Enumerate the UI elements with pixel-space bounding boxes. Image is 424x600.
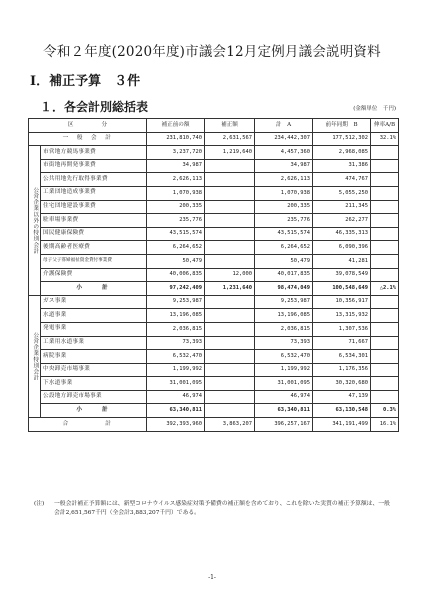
cell-before: 6,532,470 — [147, 350, 205, 364]
cell-before: 1,070,938 — [147, 186, 205, 200]
account-name: 工業用水道事業 — [41, 336, 147, 350]
account-name: 母子父子寡婦福祉資金貸付事業費 — [41, 254, 147, 268]
table-row — [29, 200, 399, 214]
cell-total: 2,626,113 — [255, 173, 313, 187]
cell-ratio: 32.1% — [371, 132, 399, 146]
cell-total: 1,199,992 — [255, 363, 313, 377]
cell-prev: 71,667 — [313, 336, 371, 350]
cell-ratio — [371, 200, 399, 214]
cell-prev: 6,090,396 — [313, 241, 371, 255]
cell-ratio — [371, 350, 399, 364]
cell-total: 31,001,095 — [255, 377, 313, 391]
cell-prev: 47,139 — [313, 390, 371, 404]
cell-ratio — [371, 309, 399, 323]
cell-ratio — [371, 173, 399, 187]
table-row — [29, 336, 399, 350]
account-name: ガス事業 — [41, 295, 147, 309]
cell-total: 200,335 — [255, 200, 313, 214]
account-name: 市営地方競馬事業費 — [41, 146, 147, 160]
header-total: 計 A — [255, 119, 313, 133]
cell-amount — [205, 336, 255, 350]
cell-prev: 39,078,549 — [313, 268, 371, 282]
footnote — [34, 500, 394, 518]
cell-prev: 6,534,301 — [313, 350, 371, 364]
cell-amount — [205, 390, 255, 404]
cell-prev: 177,512,302 — [313, 132, 371, 146]
cell-total: 9,253,987 — [255, 295, 313, 309]
cell-amount — [205, 200, 255, 214]
cell-total: 46,974 — [255, 390, 313, 404]
grand-total-label: 合 計 — [29, 418, 147, 432]
table-row — [29, 227, 399, 241]
footnote-mark: (注) — [34, 501, 45, 507]
cell-prev: 341,191,499 — [313, 418, 371, 432]
cell-before: 235,776 — [147, 214, 205, 228]
cell-total: 2,036,815 — [255, 322, 313, 336]
table-row — [29, 173, 399, 187]
cell-prev: 100,548,649 — [313, 282, 371, 296]
cell-amount: 1,219,640 — [205, 146, 255, 160]
cell-amount — [205, 309, 255, 323]
table-row — [29, 159, 399, 173]
cell-before: 40,006,835 — [147, 268, 205, 282]
table-row — [29, 377, 399, 391]
cell-amount — [205, 254, 255, 268]
cell-before: 2,626,113 — [147, 173, 205, 187]
cell-before: 13,196,085 — [147, 309, 205, 323]
cell-amount — [205, 377, 255, 391]
account-name: 市街地再開発事業費 — [41, 159, 147, 173]
cell-amount: 12,000 — [205, 268, 255, 282]
cell-ratio — [371, 295, 399, 309]
cell-ratio — [371, 146, 399, 160]
cell-amount — [205, 404, 255, 418]
table-row — [29, 268, 399, 282]
cell-prev: 2,968,085 — [313, 146, 371, 160]
header-ratio: 伸率A/B — [371, 119, 399, 133]
cell-total: 1,070,938 — [255, 186, 313, 200]
cell-ratio — [371, 254, 399, 268]
cell-before: 392,393,960 — [147, 418, 205, 432]
general-account-label: 一 般 会 計 — [29, 132, 147, 146]
account-name: 住宅団地建設事業費 — [41, 200, 147, 214]
cell-prev: 63,130,548 — [313, 404, 371, 418]
table-body — [29, 132, 399, 417]
cell-prev: 262,277 — [313, 214, 371, 228]
table-row — [29, 309, 399, 323]
cell-before: 31,001,095 — [147, 377, 205, 391]
budget-summary-table — [28, 118, 399, 432]
cell-ratio — [371, 336, 399, 350]
cell-total: 4,457,360 — [255, 146, 313, 160]
footnote-text: 一般会計補正予算額には、新型コロナウイルス感染症対策予備費の補正額を含めており、これを除いた実質の補正予算額は、一般会計2,651,567千円（全会計3,883,207千円）である。 — [54, 501, 390, 516]
non-enterprise-special-accounts-label: 公営企業以外の特別会計 — [29, 146, 41, 296]
table-row — [29, 214, 399, 228]
table-row — [29, 295, 399, 309]
cell-amount — [205, 173, 255, 187]
cell-prev: 1,307,536 — [313, 322, 371, 336]
cell-prev: 10,356,917 — [313, 295, 371, 309]
subsection-title: １．各会計別総括表 — [40, 100, 149, 114]
cell-total: 50,479 — [255, 254, 313, 268]
cell-ratio: 16.1% — [371, 418, 399, 432]
cell-prev: 13,315,932 — [313, 309, 371, 323]
cell-total: 235,776 — [255, 214, 313, 228]
cell-total: 40,017,835 — [255, 268, 313, 282]
non-enterprise-special-accounts-subtotal-row — [29, 282, 399, 296]
cell-prev: 1,176,356 — [313, 363, 371, 377]
cell-before: 9,253,987 — [147, 295, 205, 309]
cell-total: 43,515,574 — [255, 227, 313, 241]
cell-ratio — [371, 268, 399, 282]
unit-note: (金額単位 千円) — [353, 106, 396, 112]
cell-prev: 41,281 — [313, 254, 371, 268]
table-row — [29, 322, 399, 336]
cell-before: 231,810,740 — [147, 132, 205, 146]
cell-ratio — [371, 159, 399, 173]
cell-total: 13,196,085 — [255, 309, 313, 323]
document-title: 令和２年度(2020年度)市議会12月定例月議会説明資料 — [43, 44, 381, 60]
cell-ratio: △2.1% — [371, 282, 399, 296]
account-name: 工業団地造成事業費 — [41, 186, 147, 200]
cell-before: 6,264,652 — [147, 241, 205, 255]
cell-before: 1,199,992 — [147, 363, 205, 377]
cell-ratio — [371, 390, 399, 404]
subtotal-label: 小 計 — [41, 404, 147, 418]
account-name: 発電事業 — [41, 322, 147, 336]
page-number: -1- — [208, 574, 216, 581]
cell-total: 98,474,049 — [255, 282, 313, 296]
cell-ratio — [371, 377, 399, 391]
account-name: 介護保険費 — [41, 268, 147, 282]
account-name: 中央卸売市場事業 — [41, 363, 147, 377]
account-name: 水道事業 — [41, 309, 147, 323]
cell-ratio — [371, 227, 399, 241]
cell-amount — [205, 350, 255, 364]
cell-ratio — [371, 241, 399, 255]
cell-before: 63,340,811 — [147, 404, 205, 418]
table-row — [29, 363, 399, 377]
cell-prev: 5,055,250 — [313, 186, 371, 200]
enterprise-special-accounts-label: 公営企業特別会計 — [29, 295, 41, 417]
enterprise-special-accounts-subtotal-row — [29, 404, 399, 418]
subsection-header — [40, 98, 396, 114]
cell-amount — [205, 186, 255, 200]
cell-ratio: 0.3% — [371, 404, 399, 418]
table-row — [29, 390, 399, 404]
cell-ratio — [371, 214, 399, 228]
header-row — [29, 119, 399, 133]
cell-before: 43,515,574 — [147, 227, 205, 241]
cell-prev: 30,320,680 — [313, 377, 371, 391]
account-name: 国民健康保険費 — [41, 227, 147, 241]
table-row — [29, 186, 399, 200]
cell-total: 34,987 — [255, 159, 313, 173]
cell-amount — [205, 295, 255, 309]
account-name: 後期高齢者医療費 — [41, 241, 147, 255]
cell-amount — [205, 241, 255, 255]
table-row — [29, 350, 399, 364]
cell-before: 200,335 — [147, 200, 205, 214]
cell-prev: 211,345 — [313, 200, 371, 214]
cell-prev: 46,335,313 — [313, 227, 371, 241]
header-amount: 補正額 — [205, 119, 255, 133]
account-name: 駐車場事業費 — [41, 214, 147, 228]
cell-prev: 31,386 — [313, 159, 371, 173]
cell-amount: 3,863,207 — [205, 418, 255, 432]
account-name: 公共用地先行取得事業費 — [41, 173, 147, 187]
subtotal-label: 小 計 — [41, 282, 147, 296]
table-row — [29, 146, 399, 160]
account-name: 公設地方卸売市場事業 — [41, 390, 147, 404]
grand-total-row — [29, 418, 399, 432]
cell-ratio — [371, 363, 399, 377]
cell-amount — [205, 363, 255, 377]
table-row — [29, 254, 399, 268]
cell-total: 6,532,470 — [255, 350, 313, 364]
cell-total: 396,257,167 — [255, 418, 313, 432]
header-prev: 前年同期 B — [313, 119, 371, 133]
cell-before: 2,036,815 — [147, 322, 205, 336]
cell-before: 3,237,720 — [147, 146, 205, 160]
cell-before: 34,987 — [147, 159, 205, 173]
account-name: 下水道事業 — [41, 377, 147, 391]
cell-amount: 1,231,640 — [205, 282, 255, 296]
cell-ratio — [371, 322, 399, 336]
cell-prev: 474,767 — [313, 173, 371, 187]
cell-before: 46,974 — [147, 390, 205, 404]
cell-total: 6,264,652 — [255, 241, 313, 255]
header-before: 補正前の額 — [147, 119, 205, 133]
table-row — [29, 241, 399, 255]
cell-ratio — [371, 186, 399, 200]
cell-total: 63,340,811 — [255, 404, 313, 418]
header-kubun: 区 分 — [29, 119, 147, 133]
cell-total: 73,393 — [255, 336, 313, 350]
cell-amount: 2,631,567 — [205, 132, 255, 146]
section-title: Ⅰ．補正予算 ３件 — [30, 74, 141, 89]
cell-amount — [205, 214, 255, 228]
cell-before: 73,393 — [147, 336, 205, 350]
cell-amount — [205, 322, 255, 336]
general-account-row — [29, 132, 399, 146]
cell-before: 50,479 — [147, 254, 205, 268]
cell-amount — [205, 159, 255, 173]
cell-amount — [205, 227, 255, 241]
account-name: 病院事業 — [41, 350, 147, 364]
cell-before: 97,242,409 — [147, 282, 205, 296]
cell-total: 234,442,307 — [255, 132, 313, 146]
